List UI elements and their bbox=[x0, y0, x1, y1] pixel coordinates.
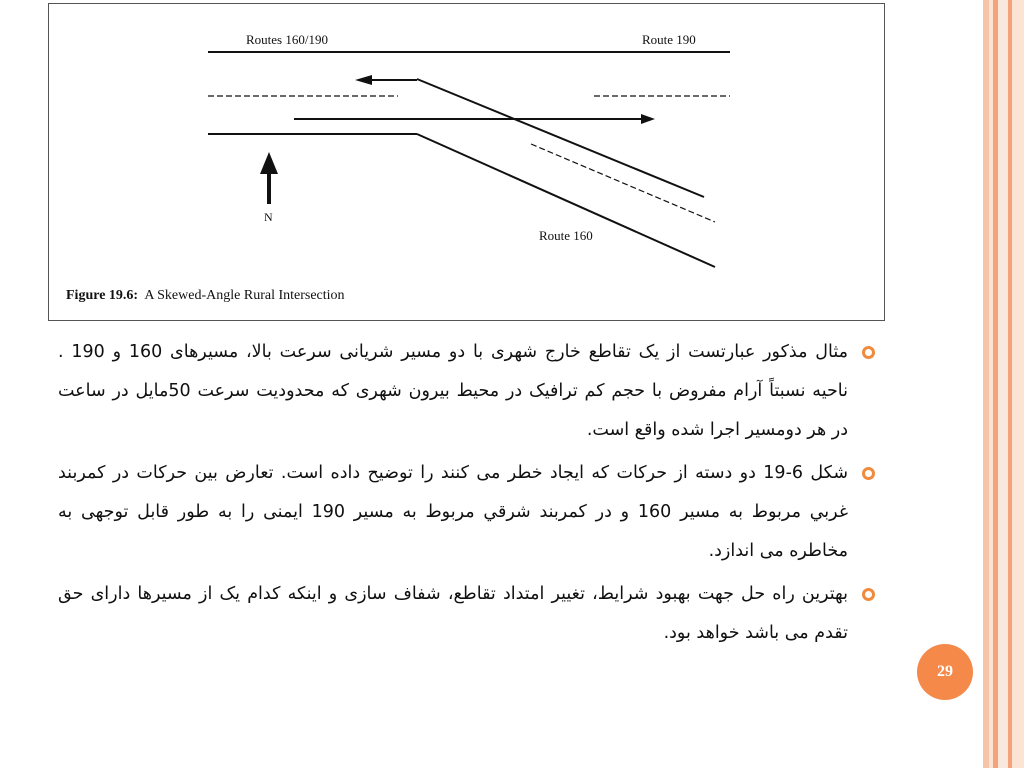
bullet-item bbox=[58, 333, 878, 450]
intersection-figure bbox=[48, 3, 885, 321]
eastbound-arrowhead bbox=[641, 114, 655, 124]
bullet-list bbox=[58, 333, 878, 657]
route-160-centerline bbox=[531, 144, 715, 222]
page-number-badge: 29 bbox=[917, 644, 973, 700]
label-route-190: Route 190 bbox=[642, 32, 696, 47]
route-160-edge-upper bbox=[417, 79, 704, 197]
bullet-ring-icon bbox=[862, 346, 875, 359]
intersection-diagram bbox=[49, 4, 886, 322]
north-arrowhead bbox=[260, 152, 278, 174]
bullet-text: بهترین راه حل جهت بهبود شرایط، تغییر امتداد تقاطع، شفاف سازی و اینکه کدام یک از مسیرها دارای حق تقدم می باشد خواهد بود. bbox=[58, 584, 848, 643]
decor-stripe bbox=[998, 0, 1008, 768]
westbound-arrowhead bbox=[355, 75, 372, 85]
bullet-item bbox=[58, 575, 878, 653]
caption-number: Figure 19.6: bbox=[66, 288, 139, 303]
bullet-ring-icon bbox=[862, 588, 875, 601]
decor-stripe bbox=[1012, 0, 1024, 768]
bullet-text: مثال مذکور عبارتست از یک تقاطع خارج شهری با دو مسیر شریانی سرعت بالا، مسیرهای 160 و 190 . ناحیه نسبتاً آرام مفروض با حجم کم ترافیک در محیط بیرون شهری که محدودیت سرعت 50مایل در ساعت در هر دومسیر اجرا شده واقع است. bbox=[58, 342, 848, 440]
label-north: N bbox=[264, 210, 273, 224]
bullet-item bbox=[58, 454, 878, 571]
label-route-160: Route 160 bbox=[539, 228, 593, 243]
caption-title: A Skewed-Angle Rural Intersection bbox=[144, 288, 345, 303]
route-160-edge-lower bbox=[417, 134, 715, 267]
bullet-text: شکل 6-19 دو دسته از حرکات که ایجاد خطر می کنند را توضیح داده است. تعارض بین حرکات در کمربند غربي مربوط به مسیر 160 و در کمربند شرقي مربوط به مسیر 190 ایمنی را به طور قابل توجهی به مخاطره می اندازد. bbox=[58, 463, 848, 561]
bullet-ring-icon bbox=[862, 467, 875, 480]
label-routes-160-190: Routes 160/190 bbox=[246, 32, 328, 47]
figure-caption bbox=[66, 288, 345, 304]
